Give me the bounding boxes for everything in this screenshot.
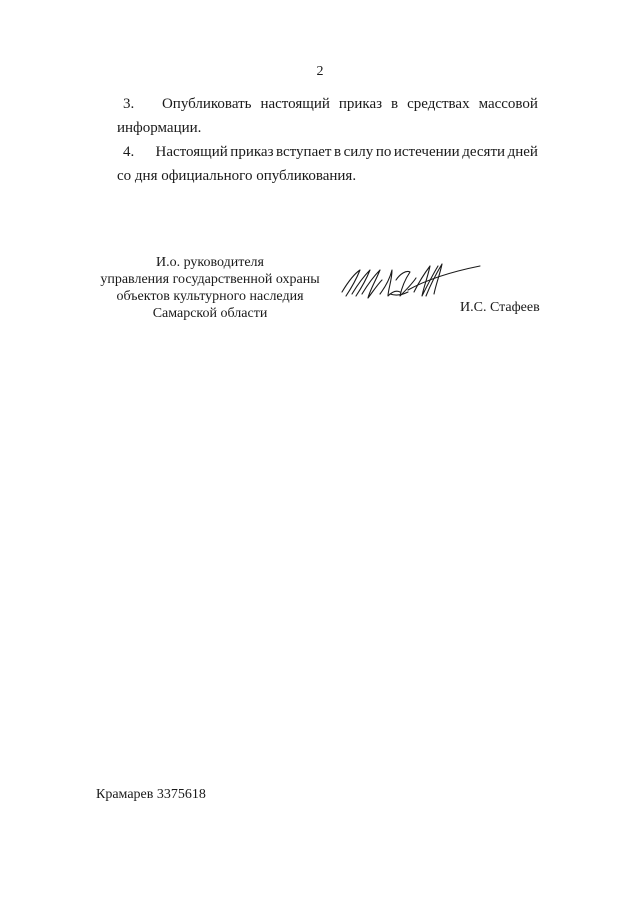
paragraph-3-first-line [117,92,538,116]
paragraph-3 [117,92,538,140]
paragraph-word: по [375,144,392,160]
signatory-title-line: И.о. руководителя [155,255,264,270]
paragraph-4 [117,140,538,188]
page-number: 2 [316,64,324,79]
signatory-name: И.С. Стафеев [460,300,540,315]
paragraph-number: 3. [123,96,135,112]
executor-reference: Крамарев 3375618 [96,787,206,802]
paragraph-4-first-line [117,140,538,164]
paragraph-word: в [391,96,399,112]
paragraph-word: настоящий [260,96,330,112]
signatory-title [95,254,325,322]
paragraph-word: истечении [393,144,460,160]
paragraph-number: 4. [123,144,135,160]
paragraph-word: приказ [230,144,274,160]
paragraph-word: средствах [407,96,470,112]
paragraph-word: в [333,144,342,160]
paragraph-word: Настоящий [155,144,228,160]
paragraph-3-continuation: информации. [117,120,202,136]
signatory-title-line: объектов культурного наследия [116,289,304,304]
paragraph-word: силу [343,144,374,160]
paragraph-4-continuation: со дня официального опубликования. [117,168,357,184]
paragraph-word: массовой [478,96,538,112]
paragraph-word: Опубликовать [161,96,252,112]
signatory-title-line: Самарской области [152,306,268,321]
paragraph-word: дней [507,144,538,160]
paragraph-word: вступает [276,144,332,160]
paragraph-word: приказ [338,96,383,112]
signatory-title-line: управления государственной охраны [100,272,320,287]
paragraph-word: десяти [462,144,506,160]
